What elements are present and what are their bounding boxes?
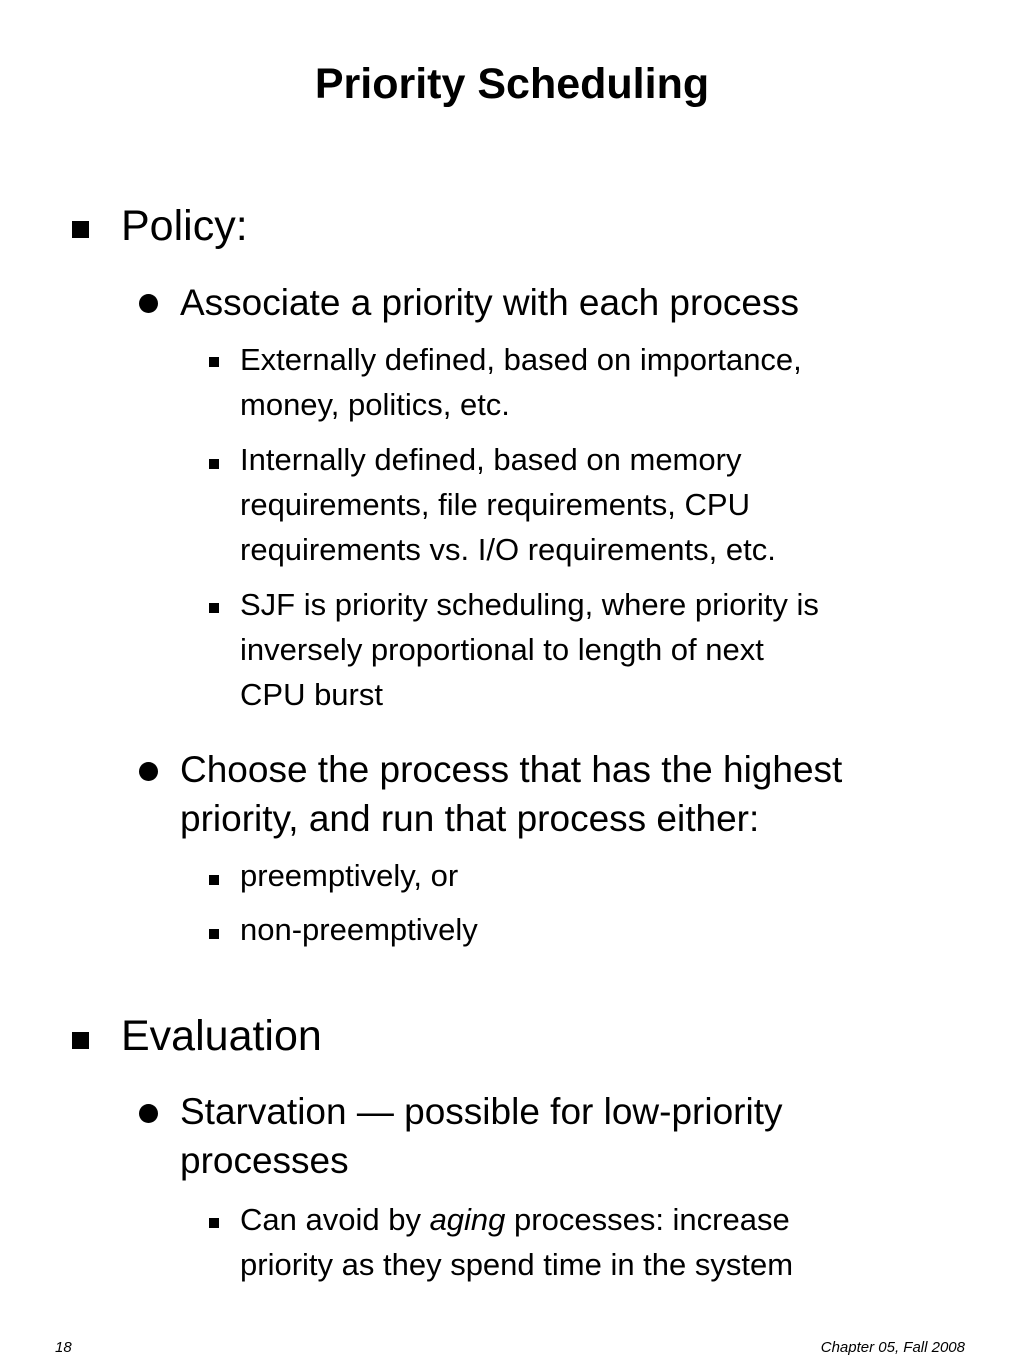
round-bullet-icon (139, 294, 158, 313)
subbullet-aging-line2: priority as they spend time in the system (240, 1247, 794, 1282)
small-square-bullet-icon (209, 1218, 219, 1228)
page-number: 18 (55, 1339, 72, 1356)
small-square-bullet-icon (209, 357, 219, 367)
subbullet-sjf-line1: SJF is priority scheduling, where priority is (240, 587, 819, 622)
square-bullet-icon (72, 221, 89, 238)
subbullet-aging-line1 (240, 1197, 790, 1242)
subbullet-internally-line3: requirements vs. I/O requirements, etc. (240, 532, 776, 567)
square-bullet-icon (72, 1032, 89, 1049)
round-bullet-icon (139, 762, 158, 781)
bullet-choose-process-line2: priority, and run that process either: (180, 798, 760, 839)
section-heading-evaluation: Evaluation (121, 1012, 322, 1060)
subbullet-internally-line2: requirements, file requirements, CPU (240, 487, 750, 522)
small-square-bullet-icon (209, 459, 219, 469)
subbullet-sjf-line2: inversely proportional to length of next (240, 632, 764, 667)
slide-title: Priority Scheduling (314, 60, 710, 108)
small-square-bullet-icon (209, 929, 219, 939)
aging-text-post: processes: increase (505, 1202, 790, 1237)
chapter-footer: Chapter 05, Fall 2008 (820, 1339, 965, 1356)
subbullet-non-preemptively: non-preemptively (240, 912, 478, 947)
subbullet-sjf-line3: CPU burst (240, 677, 383, 712)
small-square-bullet-icon (209, 603, 219, 613)
subbullet-preemptively: preemptively, or (240, 858, 459, 893)
aging-term: aging (429, 1202, 506, 1237)
subbullet-internally-line1: Internally defined, based on memory (240, 442, 742, 477)
bullet-associate-priority: Associate a priority with each process (180, 282, 799, 323)
bullet-starvation-line1: Starvation — possible for low-priority (180, 1091, 783, 1132)
aging-text-pre: Can avoid by (240, 1202, 430, 1237)
section-heading-policy: Policy: (121, 202, 248, 250)
subbullet-externally-line1: Externally defined, based on importance, (240, 342, 802, 377)
subbullet-externally-line2: money, politics, etc. (240, 387, 510, 422)
round-bullet-icon (139, 1104, 158, 1123)
bullet-starvation-line2: processes (180, 1140, 349, 1181)
bullet-choose-process-line1: Choose the process that has the highest (180, 749, 843, 790)
small-square-bullet-icon (209, 875, 219, 885)
